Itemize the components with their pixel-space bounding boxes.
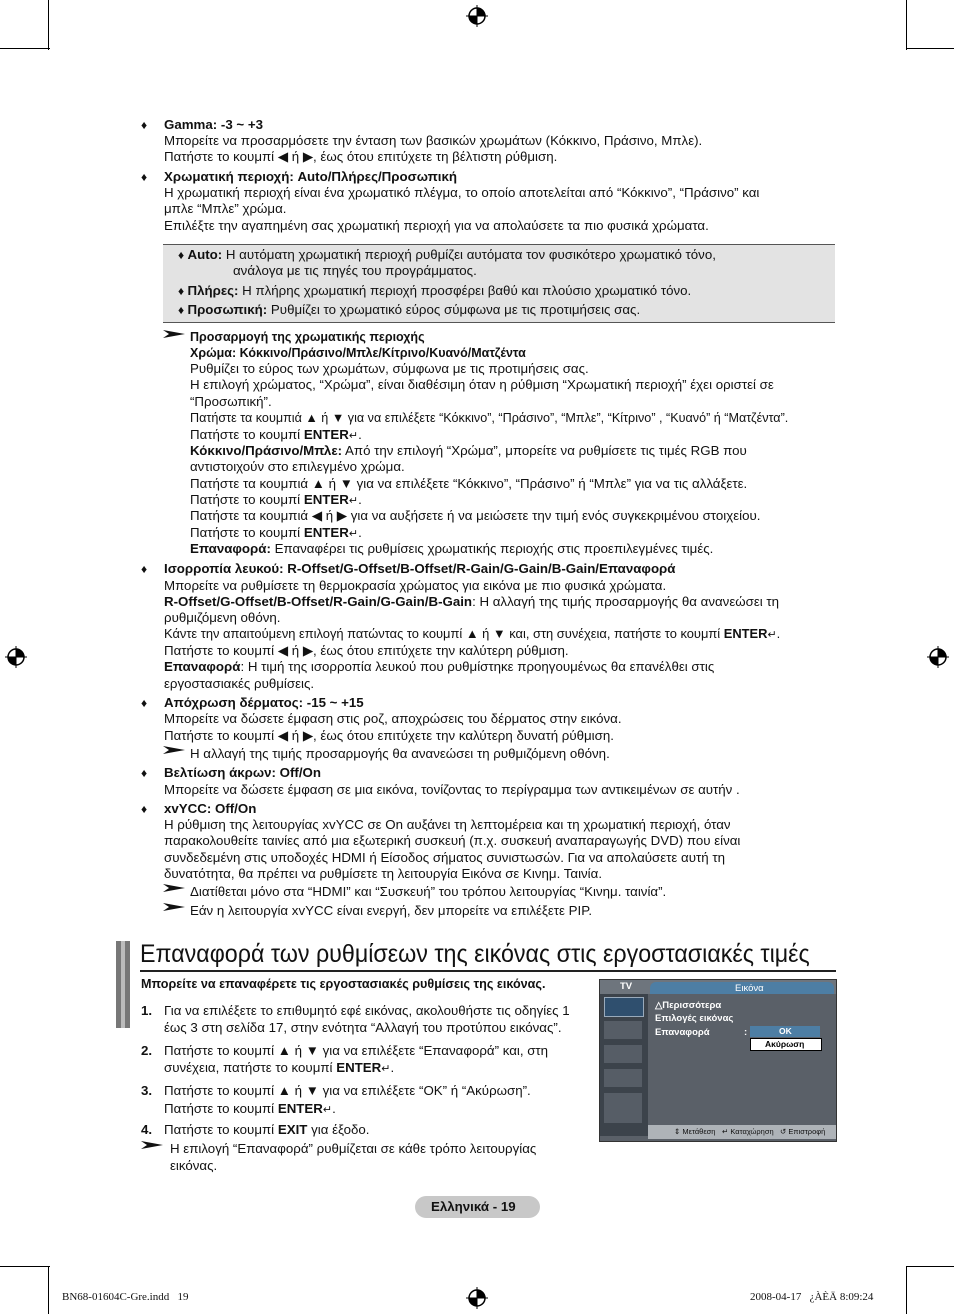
note-text: Πατήστε το κουμπί ENTER↵. — [190, 492, 362, 507]
enter-icon: ↵ — [348, 430, 359, 442]
osd-ok-label: OK — [779, 1026, 792, 1036]
input-icon — [604, 1093, 642, 1111]
step-note: εικόνας. — [170, 1158, 218, 1173]
section-title: Επαναφορά των ρυθμίσεων της εικόνας στις εργοστασιακές τιμές — [140, 940, 810, 968]
xvycc-title: xvYCC: Off/On — [164, 801, 257, 816]
note-arrow-icon — [163, 745, 185, 755]
color-space-text: Επιλέξτε την αγαπημένη σας χρωματική περιοχή για να απολαύσετε τα πιο φυσικά χρώματα. — [164, 218, 709, 233]
print-file-info: BN68-01604C-Gre.indd 19 — [62, 1291, 189, 1303]
option-custom: ♦ Προσωπική: Ρυθμίζει το χρωματικό εύρος σύμφωνα με τις προτιμήσεις σας. — [178, 302, 641, 317]
osd-more: △Περισσότερα — [655, 1000, 722, 1011]
sound-icon — [604, 1021, 642, 1039]
note-text: Πατήστε τα κουμπιά ◀ ή ▶ για να αυξήσετε ή να μειώσετε την τιμή ενός συγκεκριμένου στοιχείου. — [190, 508, 761, 523]
note-text: Η επιλογή χρώματος, “Χρώμα”, είναι διαθέσιμη όταν η ρύθμιση “Χρωματική περιοχή” έχει οριστεί σε — [190, 377, 774, 392]
step-text: Πατήστε το κουμπί ENTER↵. — [164, 1101, 336, 1116]
color-space-title: Χρωματική περιοχή: Auto/Πλήρες/Προσωπική — [164, 169, 458, 184]
note-text: Πατήστε τα κουμπιά ▲ ή ▼ για να επιλέξετε “Κόκκινο”, “Πράσινο” ή “Μπλε” για να τις αλλάξετε. — [190, 476, 748, 491]
color-space-text: μπλε “Μπλε” χρώμα. — [164, 201, 287, 216]
crop-mark — [48, 1266, 49, 1314]
note-arrow-icon — [163, 329, 185, 339]
note-text: Πατήστε το κουμπί ENTER↵. — [190, 525, 362, 540]
white-balance-text: Κάντε την απαιτούμενη επιλογή πατώντας το κουμπί ▲ ή ▼ και, στη συνέχεια, πατήστε το κουμπί ENTER↵. — [164, 626, 781, 641]
bullet-icon: ♦ — [141, 766, 148, 780]
option-auto-text: ανάλογα με τις πηγές του προγράμματος. — [233, 263, 477, 278]
registration-mark-icon — [927, 646, 949, 668]
bullet-icon: ♦ — [141, 802, 148, 816]
skin-tone-title: Απόχρωση δέρματος: -15 ~ +15 — [164, 695, 364, 710]
step-number: 2. — [141, 1043, 153, 1058]
white-balance-text: Μπορείτε να ρυθμίσετε τη θερμοκρασία χρώματος για εικόνα με πιο φυσικά χρώματα. — [164, 578, 667, 593]
skin-tone-text: Πατήστε το κουμπί ◀ ή ▶, έως ότου επιτύχετε την καλύτερη δυνατή ρύθμιση. — [164, 728, 614, 743]
bullet-icon: ♦ — [141, 170, 148, 184]
note-text: Επαναφορά: Επαναφέρει τις ρυθμίσεις χρωματικής περιοχής στις προεπιλεγμένες τιμές. — [190, 541, 714, 556]
osd-cancel-label: Ακύρωση — [765, 1039, 805, 1049]
white-balance-text: ρυθμιζόμενη οθόνη. — [164, 610, 281, 625]
edge-title: Βελτίωση άκρων: Off/On — [164, 765, 322, 780]
crop-mark — [906, 0, 907, 50]
note-arrow-icon — [141, 1140, 163, 1150]
crop-mark — [906, 1266, 907, 1314]
note-text: Ρυθμίζει το εύρος των χρωμάτων, σύμφωνα με τις προτιμήσεις σας. — [190, 361, 589, 376]
step-number: 4. — [141, 1122, 153, 1137]
white-balance-title: Ισορροπία λευκού: R-Offset/G-Offset/B-Offset/R-Gain/G-Gain/B-Gain/Επαναφορά — [164, 561, 676, 576]
xvycc-text: Η ρύθμιση της λειτουργίας xvYCC σε On αυξάνει τη λεπτομέρεια και τη χρωματική περιοχή, όταν — [164, 817, 731, 832]
step-text: συνέχεια, πατήστε το κουμπί ENTER↵. — [164, 1060, 395, 1075]
osd-reset: Επαναφορά — [655, 1027, 710, 1038]
xvycc-text: παρακολουθείτε ταινίες από μια εξωτερική συσκευή (π.χ. συσκευή αναπαραγωγής DVD) που είναι — [164, 833, 741, 848]
bullet-icon: ♦ — [141, 696, 148, 710]
skin-tone-text: Μπορείτε να δώσετε έμφαση στις ροζ, αποχρώσεις του δέρματος στην εικόνα. — [164, 711, 622, 726]
step-text: Πατήστε το κουμπί ▲ ή ▼ για να επιλέξετε “Επαναφορά” και, στη — [164, 1043, 549, 1058]
section-intro: Μπορείτε να επαναφέρετε τις εργοστασιακές ρυθμίσεις της εικόνας. — [141, 977, 546, 991]
white-balance-text: R-Offset/G-Offset/B-Offset/R-Gain/G-Gain/B-Gain: Η αλλαγή της τιμής προσαρμογής θα ανανεώσει τη — [164, 594, 780, 609]
note-text: Πατήστε το κουμπί ENTER↵. — [190, 427, 362, 442]
crop-mark — [906, 1266, 954, 1267]
gamma-text: Μπορείτε να προσαρμόσετε την ένταση των βασικών χρωμάτων (Κόκκινο, Πράσινο, Μπλε). — [164, 133, 703, 148]
step-note: Η επιλογή “Επαναφορά” ρυθμίζεται σε κάθε τρόπο λειτουργίας — [170, 1141, 537, 1156]
osd-menu — [599, 979, 837, 1142]
note-text: “Προσωπική”. — [190, 394, 272, 409]
application-icon — [604, 1111, 642, 1123]
note-heading: Χρώμα: Κόκκινο/Πράσινο/Μπλε/Κίτρινο/Κυανό/Ματζέντα — [190, 346, 526, 360]
crop-mark — [906, 48, 954, 49]
step-number: 3. — [141, 1083, 153, 1098]
osd-tv-label: TV — [620, 981, 633, 992]
note-text: αντιστοιχούν στο επιλεγμένο χρώμα. — [190, 459, 405, 474]
enter-icon: ↵ — [348, 495, 359, 507]
crop-mark — [0, 48, 50, 49]
channel-icon — [604, 1045, 642, 1063]
enter-icon: ↵ — [767, 629, 777, 641]
step-text: Πατήστε το κουμπί ▲ ή ▼ για να επιλέξετε “OK” ή “Ακύρωση”. — [164, 1083, 531, 1098]
section-divider — [140, 970, 836, 972]
bullet-icon: ♦ — [141, 118, 148, 132]
white-balance-text: Πατήστε το κουμπί ◀ ή ▶, έως ότου επιτύχετε την καλύτερη ρύθμιση. — [164, 643, 569, 658]
xvycc-text: δυνατότητα, θα πρέπει να ρυθμίσετε τη λειτουργία Εικόνα σε Κινημ. Ταινία. — [164, 866, 603, 881]
xvycc-note: Διατίθεται μόνο στα “HDMI” και “Συσκευή” του τρόπου λειτουργίας “Κινημ. ταινία”. — [190, 884, 667, 899]
osd-colon: : — [744, 1027, 748, 1038]
gamma-title: Gamma: -3 ~ +3 — [164, 117, 264, 132]
bullet-icon: ♦ — [141, 562, 148, 576]
setup-icon — [604, 1069, 642, 1087]
step-number: 1. — [141, 1003, 153, 1018]
white-balance-text: Επαναφορά: Η τιμή της ισορροπία λευκού που ρυθμίστηκε προηγουμένως θα επανέλθει στις — [164, 659, 715, 674]
gamma-text: Πατήστε το κουμπί ◀ ή ▶, έως ότου επιτύχετε τη βέλτιστη ρύθμιση. — [164, 149, 558, 164]
enter-icon: ↵ — [322, 1104, 333, 1116]
registration-mark-icon — [466, 1287, 488, 1309]
enter-icon: ↵ — [381, 1063, 391, 1075]
option-full: ♦ Πλήρες: Η πλήρης χρωματική περιοχή προσφέρει βαθύ και πλούσιο χρωματικό τόνο. — [178, 283, 692, 298]
page-number: Ελληνικά - 19 — [431, 1199, 516, 1214]
white-balance-text: εργοστασιακές ρυθμίσεις. — [164, 676, 315, 691]
picture-icon — [604, 997, 644, 1017]
registration-mark-icon — [466, 5, 488, 27]
enter-icon: ↵ — [348, 528, 359, 540]
step-text: Για να επιλέξετε το επιθυμητό εφέ εικόνας, ακολουθήστε τις οδηγίες 1 — [164, 1003, 570, 1018]
step-text: έως 3 στη σελίδα 17, στην ενότητα “Αλλαγή του προτύπου εικόνας”. — [164, 1020, 562, 1035]
skin-tone-note: Η αλλαγή της τιμής προσαρμογής θα ανανεώσει τη ρυθμιζόμενη οθόνη. — [190, 746, 610, 761]
note-arrow-icon — [163, 883, 185, 893]
option-auto: ♦ Auto: Η αυτόματη χρωματική περιοχή ρυθμίζει αυτόματα τον φυσικότερο χρωματικό τόνο, — [178, 247, 716, 262]
note-arrow-icon — [163, 902, 185, 912]
osd-enter-hint: ↵ Καταχώρηση — [722, 1127, 774, 1136]
note-text: Πατήστε τα κουμπιά ▲ ή ▼ για να επιλέξετε “Κόκκινο”, “Πράσινο”, “Μπλε”, “Κίτρινο” , “Κυανό” ή “Ματζέντα”. — [190, 411, 789, 425]
osd-tab-label: Εικόνα — [735, 983, 764, 994]
note-heading: Προσαρμογή της χρωματικής περιοχής — [190, 330, 425, 344]
osd-picture-options: Επιλογές εικόνας — [655, 1013, 734, 1024]
step-text: Πατήστε το κουμπί EXIT για έξοδο. — [164, 1122, 370, 1137]
osd-return-hint: ↺ Επιστροφή — [780, 1127, 826, 1136]
osd-move-hint: ⇕ Μετάθεση — [674, 1127, 716, 1136]
crop-mark — [0, 1266, 50, 1267]
section-bar — [121, 941, 125, 1028]
edge-text: Μπορείτε να δώσετε έμφαση σε μια εικόνα, τονίζοντας το περίγραμμα των αντικειμένων σε αυτήν . — [164, 782, 740, 797]
xvycc-note: Εάν η λειτουργία xvYCC είναι ενεργή, δεν μπορείτε να επιλέξετε PIP. — [190, 903, 593, 918]
print-date-info: 2008-04-17 ¿ÀÈÄ 8:09:24 — [750, 1291, 874, 1303]
crop-mark — [48, 0, 49, 50]
xvycc-text: συνδεδεμένη στις υποδοχές HDMI ή Είσοδος σήματος συνιστωσών. Για να απολαύσετε αυτή τη — [164, 850, 725, 865]
registration-mark-icon — [5, 646, 27, 668]
color-space-text: Η χρωματική περιοχή είναι ένα χρωματικό πλέγμα, το οποίο αποτελείται από “Κόκκινο”, “Πράσινο” και — [164, 185, 760, 200]
note-text: Κόκκινο/Πράσινο/Μπλε: Από την επιλογή “Χρώμα”, μπορείτε να ρυθμίσετε τις τιμές RGB που — [190, 443, 747, 458]
